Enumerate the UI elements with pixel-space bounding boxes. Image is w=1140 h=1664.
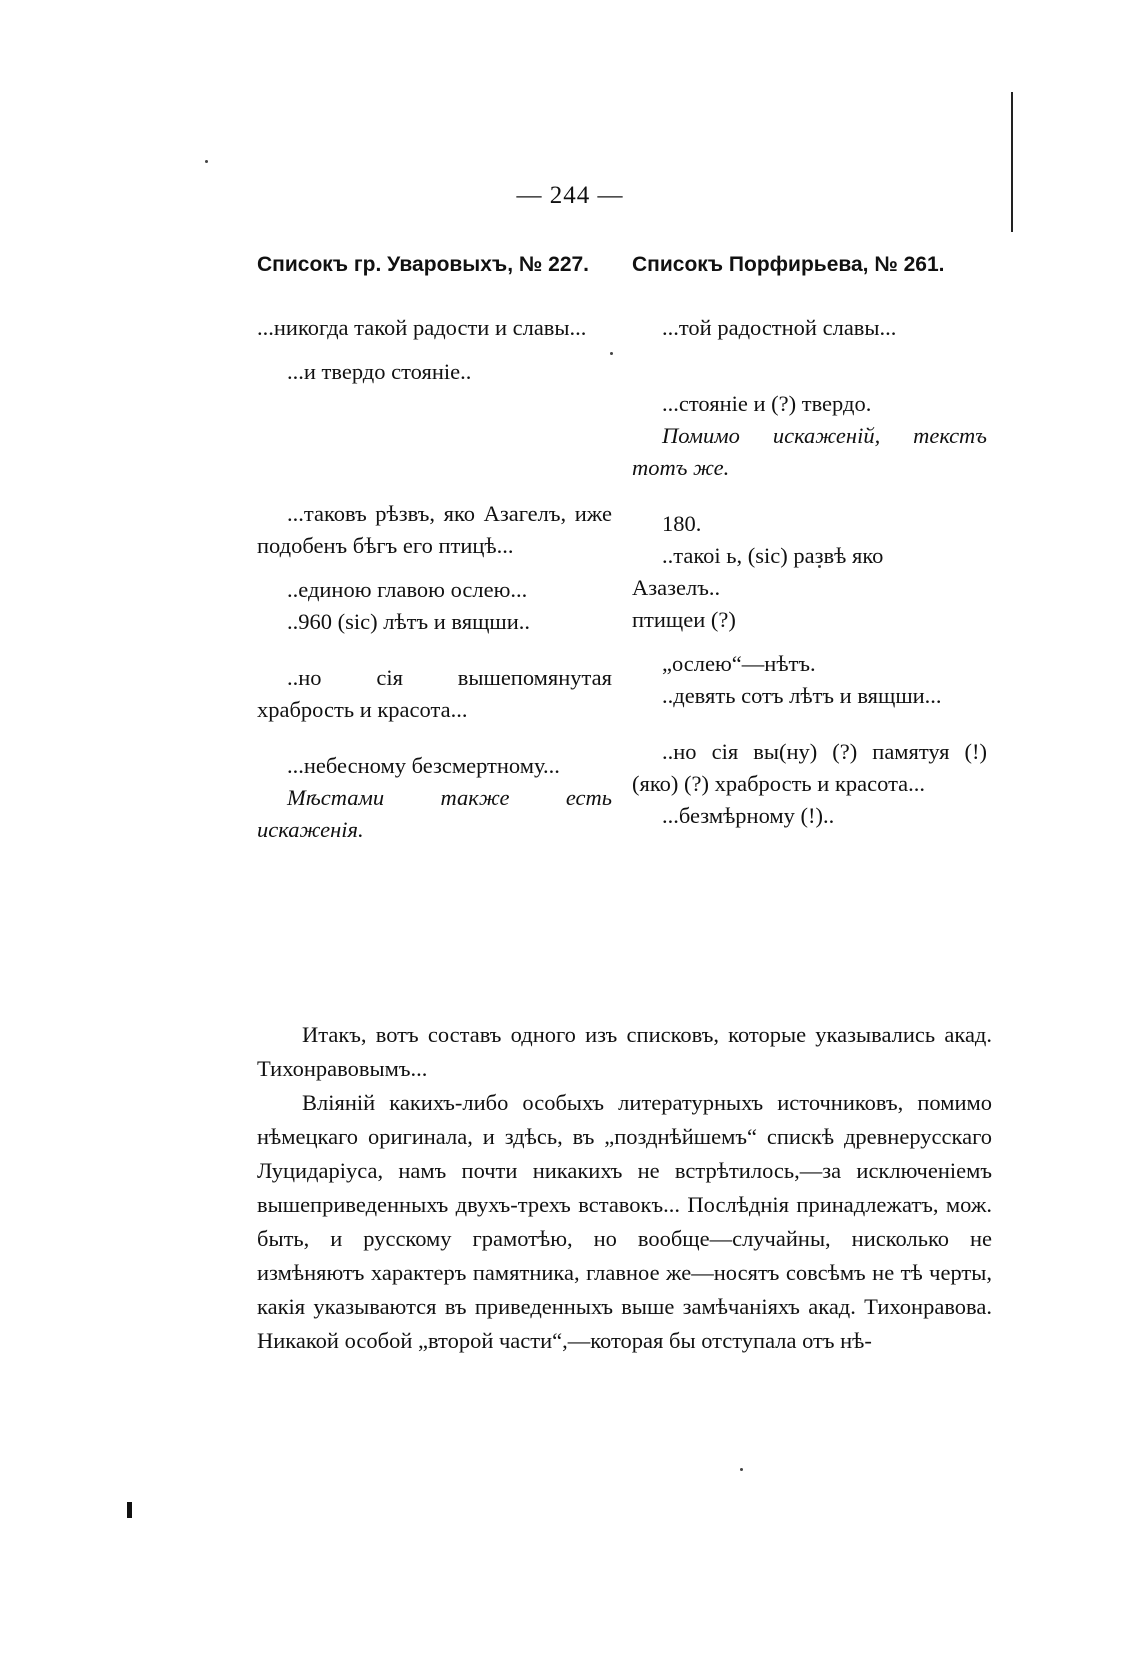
right-column <box>632 312 987 832</box>
right-passage-3a: ..такоі ь, (sic) развѣ яко <box>662 543 884 568</box>
right-passage-3b: Азазелъ.. <box>632 575 721 600</box>
right-passage-7: ...безмѣрному (!).. <box>662 803 835 828</box>
left-passage-5: ..но сія вышепомянутая храбрость и красота... <box>257 665 612 722</box>
left-passage-1: ...никогда такой радости и славы... <box>257 315 587 340</box>
left-column-header: Списокъ гр. Уваровыхъ, № 227. <box>257 253 590 276</box>
paragraph-1: Итакъ, вотъ составъ одного изъ списковъ, которые указывались акад. Тихонравовымъ... <box>257 1022 992 1081</box>
page-number: — 244 — <box>516 182 624 209</box>
right-line-number: 180. <box>662 511 702 536</box>
margin-mark <box>127 1502 132 1518</box>
right-passage-5: ..девять сотъ лѣтъ и вящши... <box>662 683 942 708</box>
specks <box>740 1468 743 1471</box>
left-note: Мѣстами также есть искаженія. <box>257 785 612 842</box>
left-passage-4a: ..единою главою ослею... <box>287 577 528 602</box>
paragraph-2: Вліяній какихъ-либо особыхъ литературныхъ источниковъ, помимо нѣмецкаго оригинала, и здѣсь, въ „позднѣйшемъ“ спискѣ древнерусскаго Луцидаріуса, намъ почти никакихъ не встрѣтилось,—за исключеніемъ вышеприведенныхъ двухъ-трехъ вставокъ... Послѣднія принадлежатъ, мож. быть, и русскому грамотѣю, но вообще—случайны, нисколько не измѣняютъ характеръ памятника, главное же—носятъ совсѣмъ не тѣ черты, какія указываются въ приведенныхъ выше замѣчаніяхъ акад. Тихонравова. Никакой особой „второй части“,—которая бы отступала отъ нѣ- <box>257 1090 992 1353</box>
page-edge-line <box>1011 92 1013 232</box>
right-passage-6: ..но сія вы(ну) (?) памятуя (!) (яко) (?) храбрость и красота... <box>632 739 987 796</box>
right-column-header: Списокъ Порфирьева, № 261. <box>632 253 945 276</box>
left-passage-2: ...и твердо стояніе.. <box>287 359 472 384</box>
right-note: Помимо искаженій, текстъ тотъ же. <box>632 423 987 480</box>
specks <box>205 160 208 163</box>
right-passage-3c: птищеи (?) <box>632 607 736 632</box>
right-passage-1: ...той радостной славы... <box>662 315 897 340</box>
left-passage-6: ...небесному безсмертному... <box>287 753 560 778</box>
left-passage-3: ...таковъ рѣзвъ, яко Азагелъ, иже подобенъ бѣгъ его птицѣ... <box>257 501 612 558</box>
main-text <box>257 1018 992 1358</box>
left-passage-4b: ..960 (sic) лѣтъ и вящши.. <box>287 609 531 634</box>
right-passage-2: ...стояніе и (?) твердо. <box>662 391 872 416</box>
left-column <box>257 312 612 846</box>
right-passage-4: „ослею“—нѣтъ. <box>662 651 816 676</box>
